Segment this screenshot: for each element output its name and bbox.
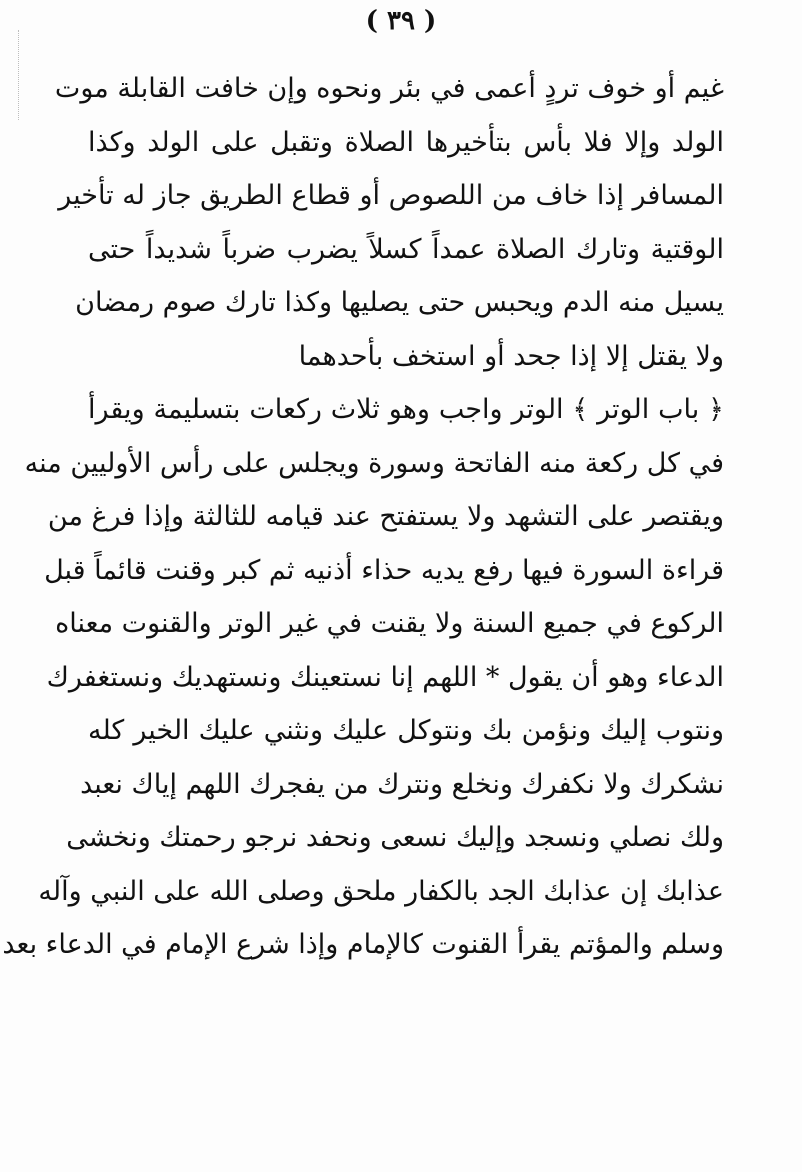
text-line: ونتوب إليك ونؤمن بك ونتوكل عليك ونثني عليك الخير كله	[88, 715, 724, 746]
text-line: المسافر إذا خاف من اللصوص أو قطاع الطريق جاز له تأخير	[58, 180, 724, 211]
text-line: الولد وإلا فلا بأس بتأخيرها الصلاة وتقبل على الولد وكذا	[88, 126, 724, 158]
body-text	[2, 62, 724, 972]
section-heading-line: ﴿ باب الوتر ﴾ الوتر واجب وهو ثلاث ركعات بتسليمة ويقرأ	[88, 394, 724, 425]
text-line: قراءة السورة فيها رفع يديه حذاء أذنيه ثم كبر وقنت قائماً قبل	[44, 554, 724, 586]
text-line: ولك نصلي ونسجد وإليك نسعى ونحفد نرجو رحمتك ونخشى	[66, 822, 724, 853]
text-line: ولا يقتل إلا إذا جحد أو استخف بأحدهما	[298, 340, 724, 372]
text-line: غيم أو خوف تردٍ أعمى في بئر ونحوه وإن خافت القابلة موت	[54, 73, 724, 104]
text-line: وسلم والمؤتم يقرأ القنوت كالإمام وإذا شرع الإمام في الدعاء بعد	[2, 929, 724, 960]
scan-edge-mark	[18, 30, 21, 120]
text-line: ويقتصر على التشهد ولا يستفتح عند قيامه للثالثة وإذا فرغ من	[47, 501, 724, 532]
text-line: الوقتية وتارك الصلاة عمداً كسلاً يضرب ضرباً شديداً حتى	[88, 233, 724, 265]
text-line: الدعاء وهو أن يقول * اللهم إنا نستعينك ونستهديك ونستغفرك	[46, 661, 724, 693]
text-line: الركوع في جميع السنة ولا يقنت في غير الوتر والقنوت معناه	[55, 608, 724, 639]
text-line: في كل ركعة منه الفاتحة وسورة ويجلس على رأس الأوليين منه	[24, 447, 724, 479]
text-line: عذابك إن عذابك الجد بالكفار ملحق وصلى الله على النبي وآله	[38, 875, 724, 907]
page-number: ( ٣٩ )	[365, 6, 437, 36]
text-line: نشكرك ولا نكفرك ونخلع ونترك من يفجرك اللهم إياك نعبد	[80, 768, 724, 800]
text-line: يسيل منه الدم ويحبس حتى يصليها وكذا تارك صوم رمضان	[75, 287, 724, 318]
